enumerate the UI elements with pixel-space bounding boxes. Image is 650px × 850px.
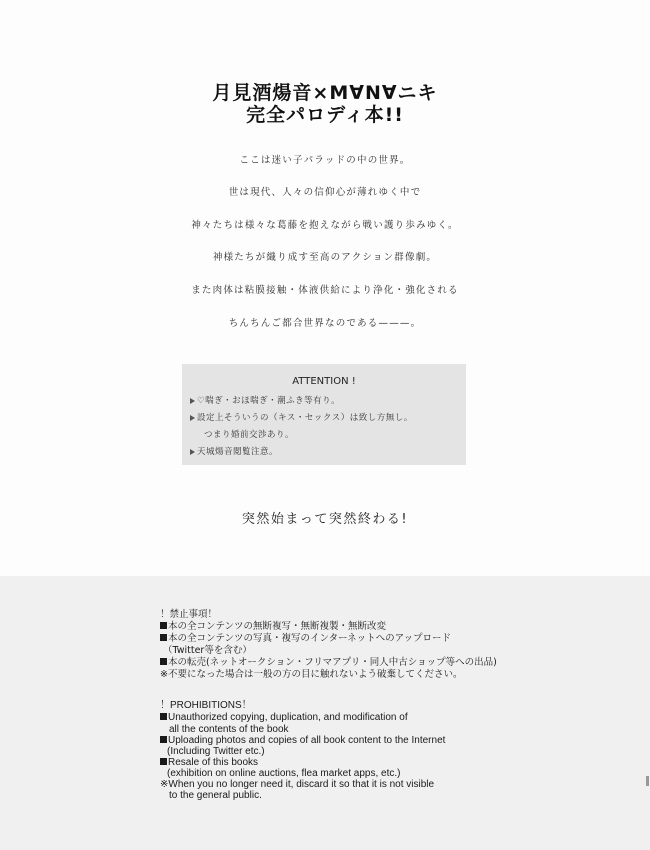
prohibitions-en-note: ※When you no longer need it, discard it so that it is not visible: [160, 779, 435, 790]
intro-line-1: ここは迷い子パラッドの中の世界。: [239, 155, 411, 166]
triangle-bullet-icon: [190, 398, 195, 404]
intro-line-4: 神様たちが織り成す至高のアクション群像劇。: [212, 252, 438, 263]
square-bullet-icon: [160, 736, 167, 743]
attention-box: [182, 364, 466, 465]
prohibitions-jp-item-3: 本の転売(ネットオークション・フリマアプリ・同人中古ショップ等への出品): [160, 657, 497, 668]
prohibitions-jp-item-2-note: （Twitter等を含む）: [163, 645, 252, 656]
prohibitions-jp-note: ※不要になった場合は一般の方の目に触れないよう破棄してください。: [160, 669, 463, 680]
prohibitions-en-heading: ！PROHIBITIONS！: [160, 700, 252, 711]
page-edge-mark: [646, 776, 649, 786]
square-bullet-icon: [160, 713, 167, 720]
triangle-bullet-icon: [190, 449, 195, 455]
triangle-bullet-icon: [190, 415, 195, 421]
attention-item-2: 設定上そういうの（キス・セックス）は致し方無し。: [190, 411, 413, 423]
intro-line-6: ちんちんご都合世界なのである———。: [228, 318, 422, 329]
intro-line-3: 神々たちは様々な葛藤を抱えながら戦い護り歩みゆく。: [191, 220, 459, 231]
square-bullet-icon: [160, 658, 167, 665]
prohibitions-en-item-3-cont: (exhibition on online auctions, flea market apps, etc.): [167, 768, 401, 779]
square-bullet-icon: [160, 758, 167, 765]
prohibitions-en-item-2-cont: (Including Twitter etc.): [167, 746, 265, 757]
book-title-line-1: 月見酒煬音×M∀N∀ニキ: [212, 82, 438, 104]
prohibitions-en-note-cont: to the general public.: [169, 790, 262, 801]
attention-item-4: 天城煬音閲覧注意。: [190, 445, 278, 457]
attention-heading: ATTENTION !: [292, 376, 356, 387]
prohibitions-jp-heading: ！禁止事項！: [160, 609, 218, 620]
prohibitions-en-item-1-cont: all the contents of the book: [169, 724, 289, 735]
intro-line-2: 世は現代、人々の信仰心が薄れゆく中で: [228, 187, 422, 198]
square-bullet-icon: [160, 622, 167, 629]
attention-item-1: ♡喘ぎ・おほ喘ぎ・潮ふき等有り。: [190, 394, 340, 406]
prohibitions-en-item-2: Uploading photos and copies of all book content to the Internet: [160, 735, 445, 746]
attention-item-3: つまり婚前交渉あり。: [204, 430, 295, 440]
prohibitions-en-item-3: Resale of this books: [160, 757, 258, 768]
prohibitions-jp-item-1: 本の全コンテンツの無断複写・無断複製・無断改変: [160, 621, 386, 632]
square-bullet-icon: [160, 634, 167, 641]
book-title-line-2: 完全パロディ本!!: [246, 104, 404, 126]
prohibitions-en-item-1: Unauthorized copying, duplication, and modification of: [160, 712, 408, 723]
prohibitions-jp-item-2: 本の全コンテンツの写真・複写のインターネットへのアップロード: [160, 633, 451, 644]
tagline: 突然始まって突然終わる!: [241, 512, 409, 527]
intro-line-5: また肉体は粘膜接触・体液供給により浄化・強化される: [191, 285, 459, 296]
